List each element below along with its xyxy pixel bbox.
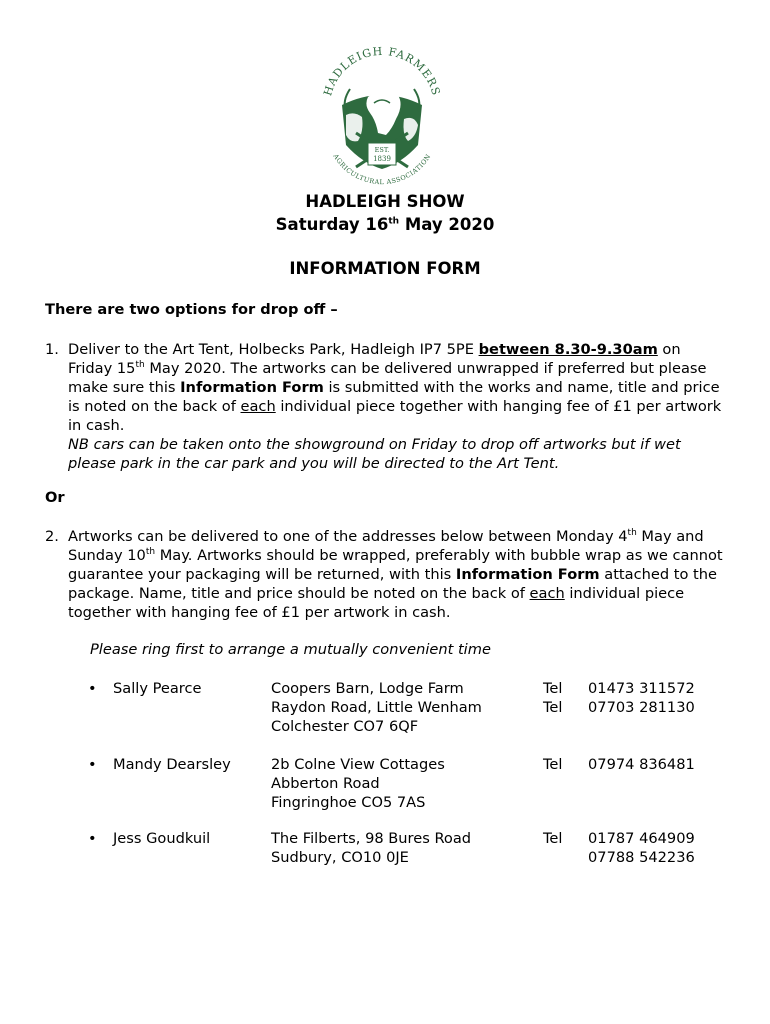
bullet-icon: •	[88, 756, 97, 773]
show-date-rest: May 2020	[399, 215, 495, 234]
bullet-icon: •	[88, 830, 97, 847]
phone-number: 01787 464909 07788 542236	[588, 830, 695, 866]
show-date-sup: th	[388, 216, 400, 227]
option-1-text: Deliver to the Art Tent, Holbecks Park, Hadleigh IP7 5PE between 8.30-9.30am on Friday 15th May 2020. The artworks can be delivered unwrapped if preferred but please make sure this Information Form is submitted with the works and name, title and price is noted on the back of each individual piece together with hanging fee of £1 per artwork in cash. NB cars can be taken onto the showground on Friday to drop off artworks but if wet please park in the car park and you will be directed to the Art Tent.	[68, 341, 722, 472]
contact-name: Mandy Dearsley	[113, 756, 231, 773]
logo-est-year: 1839	[373, 155, 391, 163]
phone-number: 07974 836481	[588, 756, 695, 773]
logo-bottom-text: AGRICULTURAL ASSOCIATION	[331, 152, 433, 187]
option-1	[45, 340, 725, 473]
phone-number: 01473 311572 07703 281130	[588, 680, 695, 716]
ring-note: Please ring first to arrange a mutually convenient time	[90, 641, 491, 658]
option-2-text: Artworks can be delivered to one of the addresses below between Monday 4th May and Sunday 10th May. Artworks should be wrapped, preferably with bubble wrap as we cannot guarantee your packaging will be returned, with this Information Form attached to the package. Name, title and price should be noted on the back of each individual piece together with hanging fee of £1 per artwork in cash.	[68, 528, 723, 621]
show-date-main: Saturday 16	[275, 215, 389, 234]
drop-off-intro: There are two options for drop off –	[45, 301, 338, 318]
form-title: INFORMATION FORM	[289, 259, 481, 278]
show-title: HADLEIGH SHOW	[305, 192, 465, 211]
option-2	[45, 527, 725, 622]
contact-address: Coopers Barn, Lodge Farm Raydon Road, Little Wenham Colchester CO7 6QF	[271, 680, 482, 735]
logo-ring-text: HADLEIGH FARMERS	[321, 45, 443, 98]
contact-address: The Filberts, 98 Bures Road Sudbury, CO10 0JE	[271, 830, 472, 866]
tel-label: Tel	[543, 830, 563, 847]
contact-address: 2b Colne View Cottages Abberton Road Fingringhoe CO5 7AS	[271, 756, 445, 811]
option-2-number: 2.	[45, 528, 59, 545]
tel-label: Tel Tel	[543, 680, 563, 716]
or-label: Or	[45, 489, 65, 506]
option-1-number: 1.	[45, 341, 59, 358]
hadleigh-farmers-logo	[312, 45, 452, 195]
bullet-icon: •	[88, 680, 97, 697]
contact-name: Sally Pearce	[113, 680, 202, 697]
contact-name: Jess Goudkuil	[113, 830, 211, 847]
show-date	[0, 215, 770, 234]
tel-label: Tel	[543, 756, 563, 773]
drop-off-time: between 8.30-9.30am	[478, 341, 658, 358]
logo-emblem	[312, 45, 452, 195]
option-1-note: NB cars can be taken onto the showground on Friday to drop off artworks but if wet please park in the car park and you will be directed to the Art Tent.	[68, 436, 681, 472]
logo-est-label: EST.	[374, 146, 390, 154]
